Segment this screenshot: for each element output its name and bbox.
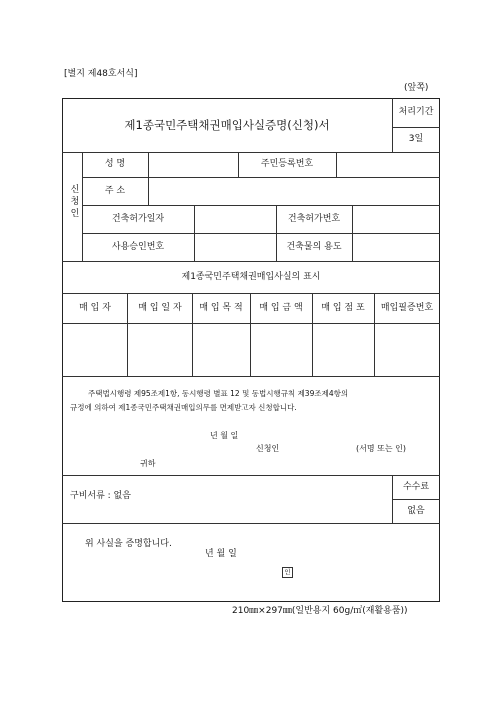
paper-size-footer: 210㎜×297㎜(일반용지 60g/㎡(재활용품)) — [232, 606, 408, 616]
divider-col5 — [374, 293, 375, 376]
column-header: 매 입 자 — [79, 303, 111, 313]
permit-date-label: 건축허가일자 — [111, 214, 165, 224]
certification-statement: 위 사실을 증명합니다. — [85, 539, 172, 549]
form-title: 제1종국민주택채권매입사실증명(신청)서 — [124, 118, 330, 132]
divider-statement-end — [62, 475, 440, 476]
divider-permit-label — [194, 205, 195, 261]
side-label: (앞쪽) — [404, 83, 429, 93]
column-header: 매 입 일 자 — [138, 303, 182, 313]
form-frame — [62, 98, 440, 602]
divider-row1 — [82, 177, 440, 178]
sign-or-seal-label: (서명 또는 인) — [356, 444, 406, 453]
purchase-section-title: 제1종국민주택채권매입사실의 표시 — [181, 272, 321, 282]
permit-no-label: 건축허가번호 — [287, 214, 341, 224]
column-header: 매 입 점 포 — [321, 303, 365, 313]
divider-row2 — [82, 205, 440, 206]
divider-section-title — [62, 293, 440, 294]
divider-name-value — [238, 152, 239, 177]
seal-mark: 인 — [282, 567, 293, 578]
processing-label: 처리기간 — [398, 107, 434, 117]
approval-no-label: 사용승인번호 — [111, 242, 165, 252]
divider-title — [62, 152, 440, 153]
divider-resident-label — [336, 152, 337, 177]
divider-columns — [62, 323, 440, 324]
divider-processing — [392, 127, 440, 128]
name-label: 성 명 — [104, 159, 126, 169]
column-header: 매 입 금 액 — [259, 303, 303, 313]
divider-applicant-end — [62, 261, 440, 262]
divider-col1 — [127, 293, 128, 376]
applicant-group-label: 신 청 인 — [70, 185, 80, 219]
attachments-label: 구비서류 : 없음 — [70, 491, 131, 501]
statement-line2: 규정에 의하여 제1종국민주택채권매입의무를 면제받고자 신청합니다. — [70, 403, 297, 412]
fee-label: 수수료 — [402, 482, 430, 492]
divider-applicant-group — [82, 152, 83, 261]
divider-permit-value — [276, 205, 277, 261]
divider-col4 — [312, 293, 313, 376]
processing-value: 3일 — [408, 134, 424, 144]
column-header: 매입필증번호 — [380, 303, 434, 313]
divider-processing-v — [392, 98, 393, 152]
divider-col2 — [192, 293, 193, 376]
divider-col3 — [250, 293, 251, 376]
statement-date: 년 월 일 — [210, 431, 239, 440]
addressee-label: 귀하 — [140, 459, 156, 468]
address-label: 주 소 — [104, 186, 126, 196]
resident-no-label: 주민등록번호 — [260, 159, 314, 169]
applicant-sign-label: 신청인 — [256, 444, 280, 453]
divider-name-label — [148, 152, 149, 205]
divider-row3 — [82, 233, 440, 234]
divider-attachments-end — [62, 523, 440, 524]
divider-purchase-end — [62, 376, 440, 377]
divider-fee — [392, 499, 440, 500]
divider-permit-no-label — [352, 205, 353, 261]
certification-date: 년 월 일 — [205, 549, 237, 559]
form-number: [별지 제48호서식] — [64, 69, 138, 79]
building-use-label: 건축물의 용도 — [286, 242, 342, 252]
divider-fee-v — [392, 475, 393, 523]
statement-line1: 주택법시행령 제95조제1항, 동시행령 별표 12 및 동법시행규칙 제39조제4항의 — [88, 389, 349, 398]
fee-value: 없음 — [407, 506, 425, 516]
column-header: 매 입 목 적 — [199, 303, 243, 313]
